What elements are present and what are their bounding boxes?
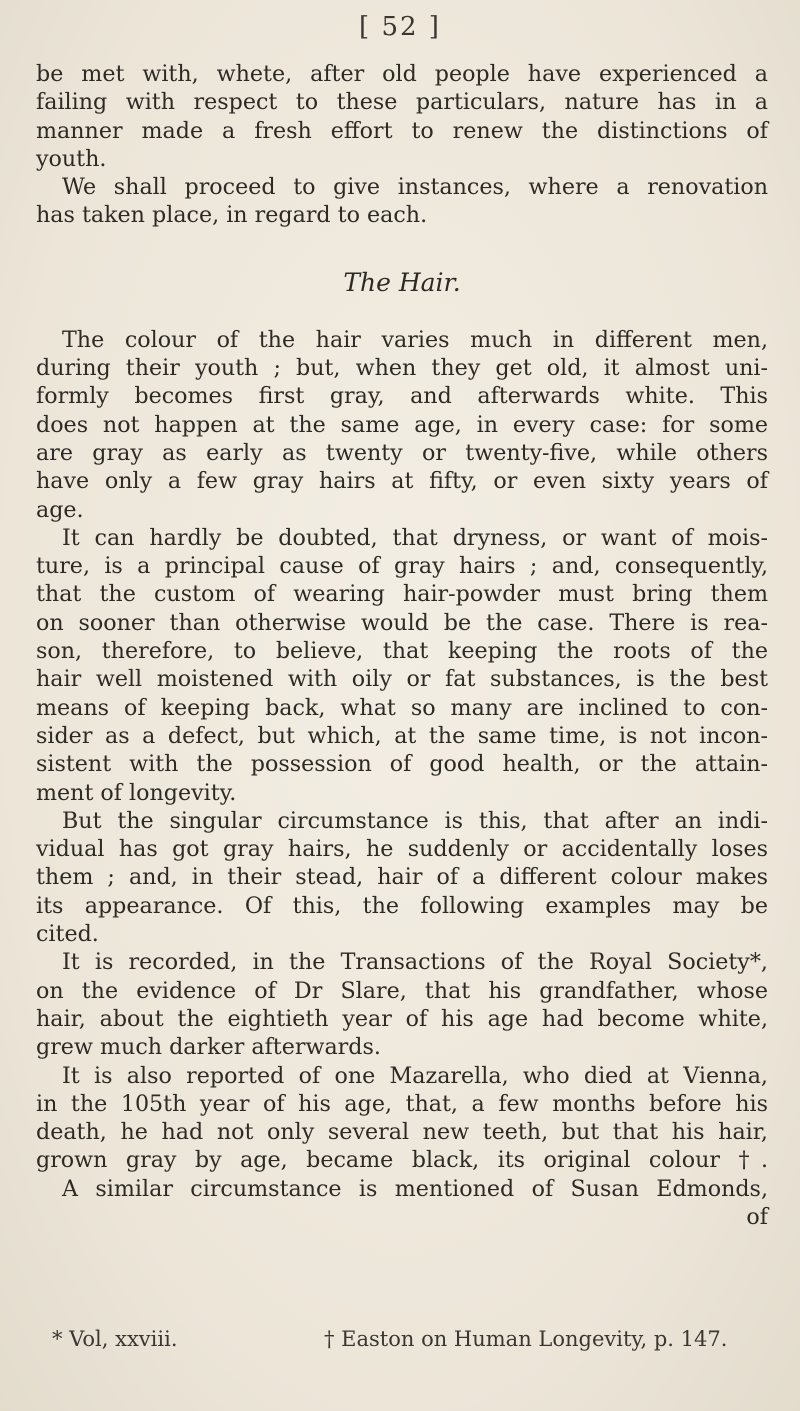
text-line: ment of longevity.: [36, 779, 237, 806]
text-line: failing with respect to these particulars, nature has in a: [36, 89, 768, 116]
text-line: on the evidence of Dr Slare, that his grandfather, whose: [36, 977, 768, 1004]
text-line: death, he had not only several new teeth, but that his hair,: [36, 1119, 768, 1146]
footnote: † Easton on Human Longevity, p. 147.: [324, 1327, 728, 1351]
body-text: [36, 60, 768, 1231]
section-heading: The Hair.: [343, 267, 461, 297]
text-line: son, therefore, to believe, that keeping the roots of the: [36, 638, 768, 665]
text-line: cited.: [36, 921, 99, 948]
text-line: during their youth ; but, when they get old, it almost uni-: [36, 355, 768, 382]
text-line: in the 105th year of his age, that, a few months before his: [36, 1090, 768, 1117]
text-line: grown gray by age, became black, its original colour †.: [36, 1147, 768, 1174]
text-line: grew much darker afterwards.: [36, 1034, 381, 1061]
footnote: * Vol, xxviii.: [52, 1327, 178, 1351]
text-line: But the singular circumstance is this, that after an indi-: [62, 807, 768, 834]
text-line: on sooner than otherwise would be the case. There is rea-: [36, 609, 768, 636]
text-line: youth.: [36, 145, 107, 172]
text-line: vidual has got gray hairs, he suddenly or accidentally loses: [36, 836, 768, 863]
text-line: that the custom of wearing hair-powder must bring them: [36, 581, 768, 608]
text-line: age.: [36, 496, 84, 523]
text-line: The colour of the hair varies much in different men,: [62, 326, 768, 353]
text-line: It is also reported of one Mazarella, who died at Vienna,: [62, 1062, 768, 1089]
text-line: means of keeping back, what so many are inclined to con-: [36, 694, 768, 721]
text-line: formly becomes first gray, and afterwards white. This: [36, 383, 768, 410]
text-line: We shall proceed to give instances, where a renovation: [62, 174, 768, 201]
text-line: hair well moistened with oily or fat substances, is the best: [36, 666, 768, 693]
text-line: It can hardly be doubted, that dryness, or want of mois-: [62, 524, 768, 551]
text-line: A similar circumstance is mentioned of Susan Edmonds,: [62, 1175, 768, 1202]
text-line: them ; and, in their stead, hair of a different colour makes: [36, 864, 768, 891]
text-line: hair, about the eightieth year of his age had become white,: [36, 1005, 768, 1032]
text-line: does not happen at the same age, in every case: for some: [36, 411, 768, 438]
text-line: It is recorded, in the Transactions of the Royal Society*,: [62, 949, 768, 976]
text-line: ture, is a principal cause of gray hairs ; and, consequently,: [36, 553, 768, 580]
text-line: sider as a defect, but which, at the same time, is not incon-: [36, 722, 768, 749]
catchword: of: [746, 1203, 768, 1230]
text-line: manner made a fresh effort to renew the distinctions of: [36, 117, 768, 144]
text-line: sistent with the possession of good health, or the attain-: [36, 751, 768, 778]
text-line: has taken place, in regard to each.: [36, 202, 428, 229]
text-line: are gray as early as twenty or twenty-five, while others: [36, 439, 768, 466]
text-line: be met with, whete, after old people have experienced a: [36, 61, 768, 87]
page-number: [ 52 ]: [359, 12, 441, 42]
text-line: have only a few gray hairs at fifty, or even sixty years of: [36, 468, 768, 495]
text-line: its appearance. Of this, the following examples may be: [36, 892, 768, 919]
